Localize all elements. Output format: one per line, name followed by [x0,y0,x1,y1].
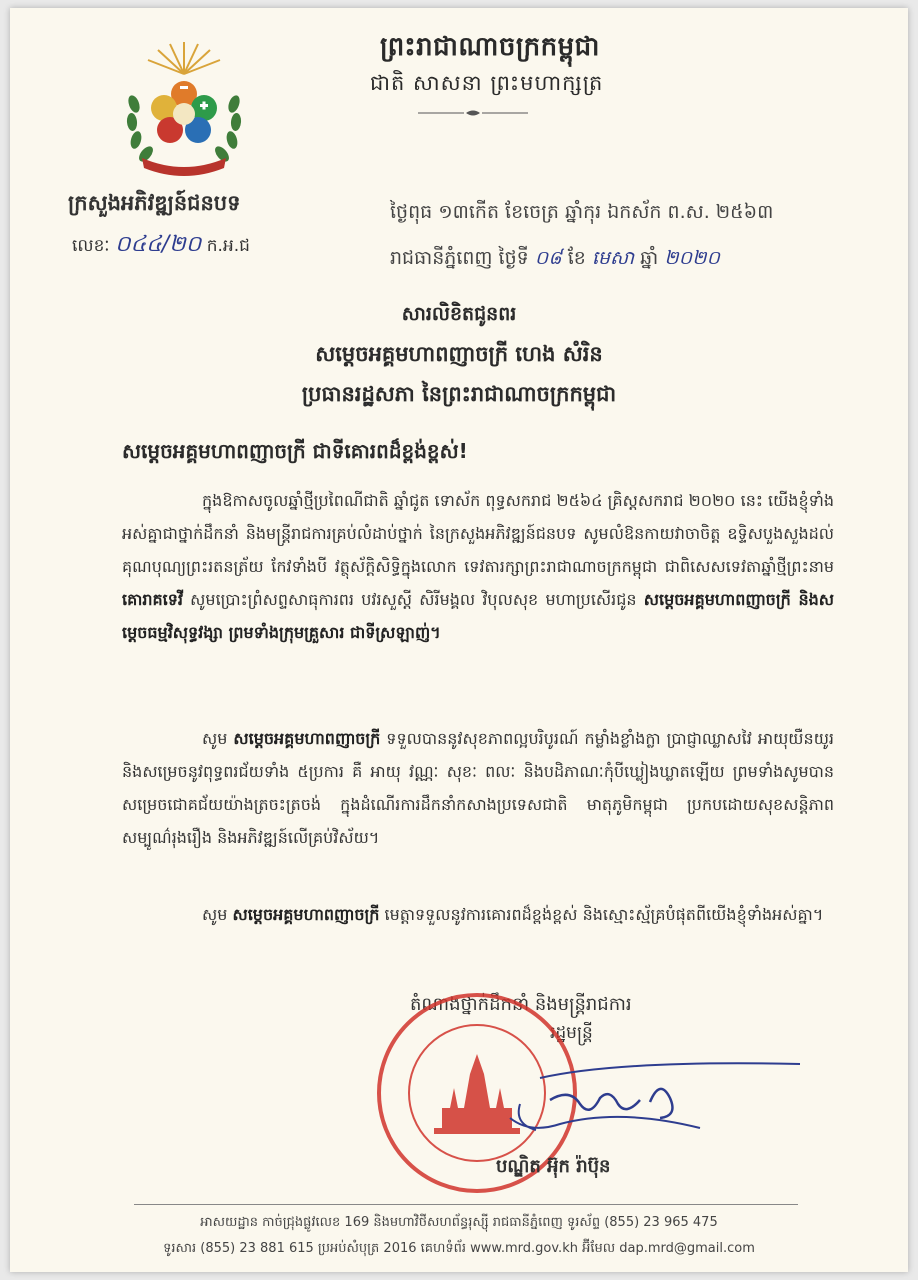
p1-text-a: ក្នុងឱកាសចូលឆ្នាំថ្មីប្រពៃណីជាតិ ឆ្នាំជូត ទោស័ក ពុទ្ធសករាជ ២៥៦៤ គ្រិស្តសករាជ ២០២០ នេះ យើងខ្ញុំទាំងអស់គ្នាជាថ្នាក់ដឹកនាំ និងមន្ត្រីរាជការគ្រប់លំដាប់ថ្នាក់ នៃក្រសួងអភិវឌ្ឍន៍ជនបទ សូមលំឱនកាយវាចាចិត្ត ឧទ្ទិសបួងសួងដល់គុណបុណ្យព្រះរតនត្រ័យ កែវទាំងបី វត្ថុស័ក្តិសិទ្ធិក្នុងលោក ទេវតារក្សាព្រះរាជាណាចក្រកម្ពុជា ជាពិសេសទេវតាឆ្នាំថ្មីព្រះនាម [122,491,834,576]
place-date [390,246,720,274]
recipient-position: ប្រធានរដ្ឋសភា នៃព្រះរាជាណាចក្រកម្ពុជា [301,382,617,406]
reference-suffix: ក.អ.ជ [206,236,250,256]
sun-rays-icon [148,42,220,74]
p2-text-a: សូម [202,729,234,748]
ministry-logo [120,34,248,184]
footer-divider [134,1204,798,1205]
month-label: ខែ [567,247,586,269]
flower-emblem-icon [151,81,217,143]
divider-ornament-icon [418,108,528,118]
recipient-name: សម្តេចអគ្គមហាពញាចក្រី ហេង សំរិន [315,342,603,366]
paragraph-3 [122,898,834,931]
date-year: ២០២០ [664,247,720,269]
place-label: រាជធានីភ្នំពេញ ថ្ងៃទី [390,247,529,269]
p1-bold-recipient: សម្តេចអគ្គមហាពញាចក្រី និងសម្តេចធម្មវិសុទ្ធវង្សា ព្រមទាំងក្រុមគ្រួសារ ជាទីស្រឡាញ់។ [122,590,835,642]
date-day: ០៨ [534,247,562,269]
lunar-date: ថ្ងៃពុធ ១៣កើត ខែចេត្រ ឆ្នាំកុរ ឯកស័ក ព.ស. ២៥៦៣ [390,201,774,223]
reference-number-handwritten: ០៤៤/២០ [114,232,202,257]
letter-page [10,8,908,1272]
date-month: មេសា [591,247,635,269]
p3-bold: សម្តេចអគ្គមហាពញាចក្រី [232,905,380,924]
p2-text-b: ទទួលបាននូវសុខភាពល្អបរិបូរណ៍ កម្លាំងខ្លាំងក្លា ប្រាជ្ញាឈ្លាសវៃ អាយុយឺនយូរ និងសម្រេចនូវពុទ្ធពរជ័យទាំង ៥ប្រការ គឺ អាយុ វណ្ណៈ សុខៈ ពលៈ និងបដិភាណៈកុំបីឃ្លៀងឃ្លាតឡើយ ព្រមទាំងសូមបានសម្រេចជោគជ័យយ៉ាងត្រចះត្រចង់ ក្នុងដំណើរការដឹកនាំកសាងប្រទេសជាតិ មាតុភូមិកម្ពុជា ប្រកបដោយសុខសន្តិភាព សម្បូណ៌រុងរឿង និងអភិវឌ្ឍន៍លើគ្រប់វិស័យ។ [122,729,834,847]
logo-ribbon-icon [142,158,226,176]
letter-title: សារលិខិតជូនពរ [401,303,517,325]
national-motto: ជាតិ សាសនា ព្រះមហាក្សត្រ [370,71,604,95]
p3-text-a: សូម [202,905,233,924]
p3-text-b: មេត្តាទទួលនូវការគោរពដ៏ខ្ពង់ខ្ពស់ និងស្មោះស្ម័គ្របំផុតពីយើងខ្ញុំទាំងអស់គ្នា។ [379,905,824,924]
reference-label: លេខៈ [72,236,110,256]
salutation: សម្តេចអគ្គមហាពញាចក្រី ជាទីគោរពដ៏ខ្ពង់ខ្ពស់! [122,439,468,463]
signature-title: តំណាងថ្នាក់ដឹកនាំ និងមន្ត្រីរាជការ [410,994,632,1015]
p2-bold: សម្តេចអគ្គមហាពញាចក្រី [233,729,381,748]
kingdom-heading: ព្រះរាជាណាចក្រកម្ពុជា [380,32,600,62]
paragraph-1 [122,484,834,649]
signature-role: រដ្ឋមន្ត្រី [550,1023,593,1043]
p1-bold-deity: គោរាគទេវី [122,590,183,609]
p1-text-b: សូមប្រោះព្រំសព្ទសាធុការពរ បវរសួស្តី សិរីមង្គល វិបុលសុខ មហាប្រសើរជូន [182,590,644,609]
year-label: ឆ្នាំ [640,247,659,269]
footer-address: អាសយដ្ឋាន កាច់ជ្រុងផ្លូវលេខ 169 និងមហាវិថីសហព័ន្ធរុស្ស៊ី រាជធានីភ្នំពេញ ទូរស័ព្ទ (855) 23 965 475 [200,1215,718,1230]
paragraph-2 [122,722,834,854]
reference-number [72,230,250,262]
ministry-name: ក្រសួងអភិវឌ្ឍន៍ជនបទ [68,191,241,215]
handwritten-signature [500,1038,810,1148]
footer-contact: ទូរសារ (855) 23 881 615 ប្រអប់សំបុត្រ 2016 គេហទំព័រ www.mrd.gov.kh អ៊ីមែល dap.mrd@gmail.com [163,1241,755,1256]
signatory-name: បណ្ឌិត អ៊ុក រ៉ាប៊ុន [496,1156,611,1177]
